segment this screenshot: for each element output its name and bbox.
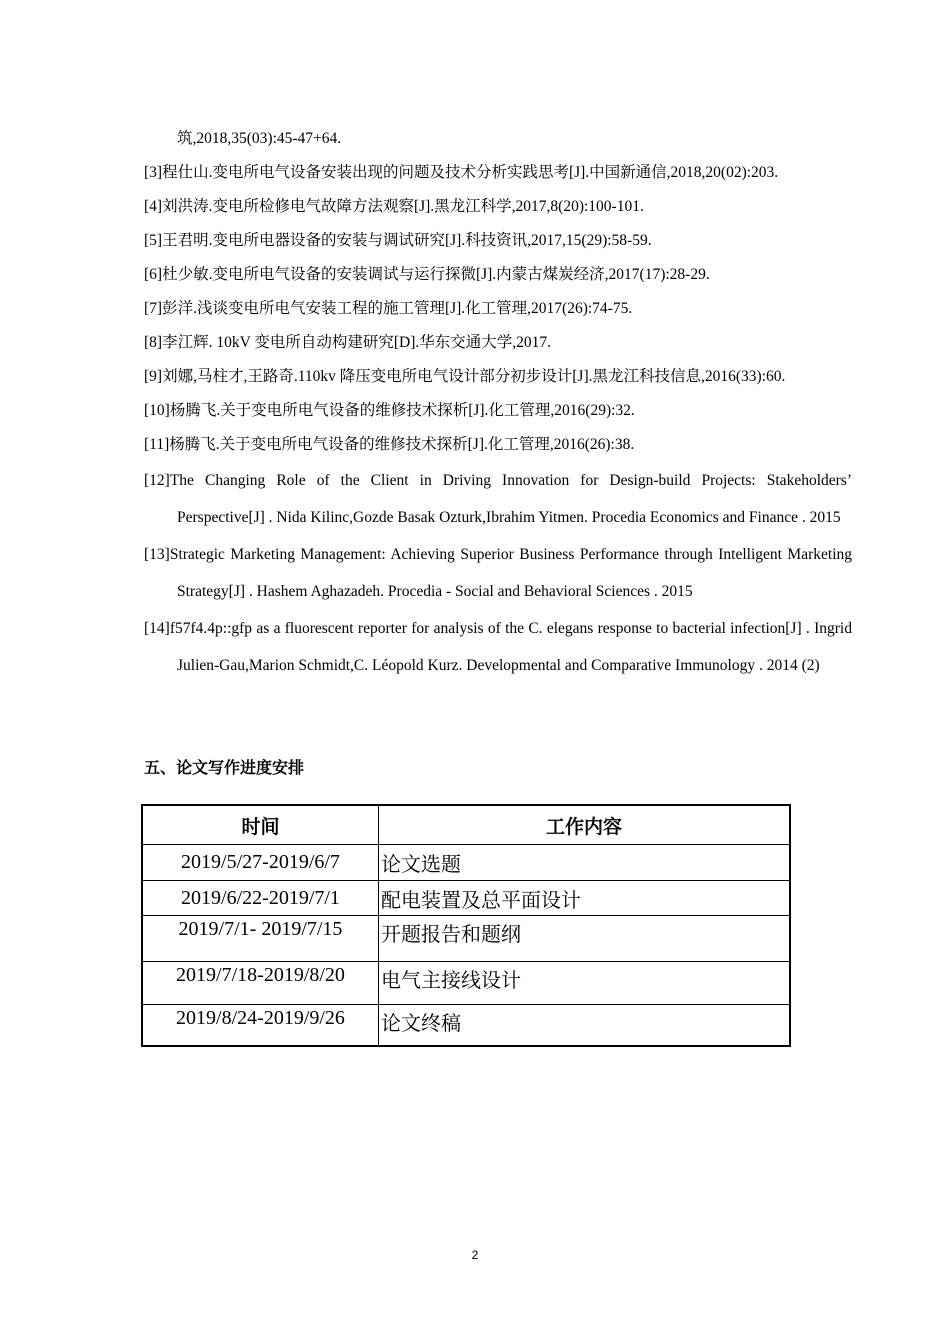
column-header-work: 工作内容 (379, 805, 791, 845)
work-cell: 电气主接线设计 (379, 962, 791, 1005)
table-row (142, 916, 790, 962)
reference-item-7: [7]彭洋.浅谈变电所电气安装工程的施工管理[J].化工管理,2017(26):74-75. (144, 300, 633, 317)
time-cell: 2019/8/24-2019/9/26 (142, 1005, 379, 1047)
reference-item-12: [12]The Changing Role of the Client in Driving Innovation for Design-build Projects: Stakeholders’ Perspective[J] . Nida Kilinc,Gozde Basak Ozturk,Ibrahim Yitmen. Procedia Economics and Finance . 2015 (144, 472, 852, 526)
reference-item-9: [9]刘娜,马柱才,王路奇.110kv 降压变电所电气设计部分初步设计[J].黑龙江科技信息,2016(33):60. (144, 368, 786, 385)
time-cell: 2019/5/27-2019/6/7 (142, 845, 379, 881)
reference-item-14: [14]f57f4.4p::gfp as a fluorescent reporter for analysis of the C. elegans response to bacterial infection[J] . Ingrid Julien-Gau,Marion Schmidt,C. Léopold Kurz. Developmental and Comparative Immunology . 2014 (2) (144, 620, 852, 674)
reference-item-6: [6]杜少敏.变电所电气设备的安装调试与运行探微[J].内蒙古煤炭经济,2017(17):28-29. (144, 266, 710, 283)
work-cell: 开题报告和题纲 (379, 916, 791, 962)
reference-item-13: [13]Strategic Marketing Management: Achieving Superior Business Performance through Intelligent Marketing Strategy[J] . Hashem Aghazadeh. Procedia - Social and Behavioral Sciences . 2015 (144, 546, 852, 600)
reference-list (144, 122, 852, 684)
reference-item-5: [5]王君明.变电所电器设备的安装与调试研究[J].科技资讯,2017,15(29):58-59. (144, 232, 652, 249)
time-cell: 2019/6/22-2019/7/1 (142, 881, 379, 916)
reference-continuation: 筑,2018,35(03):45-47+64. (177, 130, 342, 147)
table-row (142, 881, 790, 916)
reference-item-3: [3]程仕山.变电所电气设备安装出现的问题及技术分析实践思考[J].中国新通信,2018,20(02):203. (144, 164, 779, 181)
schedule-table (141, 804, 791, 1047)
time-cell: 2019/7/1- 2019/7/15 (142, 916, 379, 962)
work-cell: 配电装置及总平面设计 (379, 881, 791, 916)
page-number: 2 (471, 1248, 479, 1262)
table-row (142, 845, 790, 881)
table-row (142, 1005, 790, 1047)
section-heading: 五、论文写作进度安排 (144, 758, 305, 777)
reference-item-10: [10]杨腾飞.关于变电所电气设备的维修技术探析[J].化工管理,2016(29):32. (144, 402, 635, 419)
work-cell: 论文选题 (379, 845, 791, 881)
column-header-time: 时间 (142, 805, 379, 845)
time-cell: 2019/7/18-2019/8/20 (142, 962, 379, 1005)
reference-item-11: [11]杨腾飞.关于变电所电气设备的维修技术探析[J].化工管理,2016(26):38. (144, 436, 635, 453)
table-header-row (142, 805, 790, 845)
reference-item-8: [8]李江辉. 10kV 变电所自动构建研究[D].华东交通大学,2017. (144, 334, 552, 351)
table-row (142, 962, 790, 1005)
reference-item-4: [4]刘洪涛.变电所检修电气故障方法观察[J].黑龙江科学,2017,8(20):100-101. (144, 198, 644, 215)
work-cell: 论文终稿 (379, 1005, 791, 1047)
